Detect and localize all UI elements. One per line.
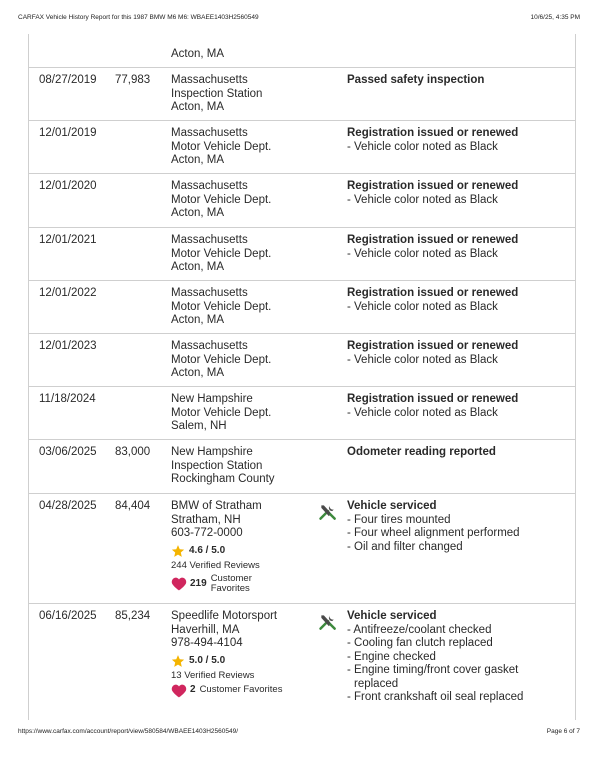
odometer-cell: 84,404 — [115, 500, 151, 512]
comment-title: Registration issued or renewed — [347, 340, 519, 352]
source-line: Acton, MA — [171, 154, 225, 166]
rating-value: 4.6 / 5.0 — [189, 544, 226, 556]
comment-line: - Four tires mounted — [347, 513, 451, 526]
source-line: Motor Vehicle Dept. — [171, 353, 272, 366]
source-line: Massachusetts — [171, 127, 248, 139]
star-icon — [171, 544, 185, 558]
source-line: Massachusetts — [171, 74, 248, 86]
date-cell: 12/01/2019 — [39, 127, 97, 139]
source-cell — [171, 446, 341, 487]
odometer-cell: 83,000 — [115, 446, 151, 458]
source-cell — [171, 48, 341, 62]
source-line: Massachusetts — [171, 180, 248, 192]
source-line: Massachusetts — [171, 234, 248, 246]
source-line: Acton, MA — [171, 314, 225, 326]
source-cell — [171, 393, 341, 434]
comment-line: - Vehicle color noted as Black — [347, 406, 498, 419]
comment-line: replaced — [354, 677, 399, 690]
table-row — [29, 281, 575, 334]
wrench-screwdriver-icon — [318, 612, 338, 632]
report-title: CARFAX Vehicle History Report for this 1987 BMW M6 M6: WBAEE1403H2560549 — [18, 14, 259, 21]
date-cell: 08/27/2019 — [39, 74, 97, 86]
verified-reviews-link[interactable]: 13 Verified Reviews — [171, 669, 255, 681]
date-cell: 06/16/2025 — [39, 610, 97, 622]
source-line: Massachusetts — [171, 287, 248, 299]
source-line: Acton, MA — [171, 48, 225, 60]
source-cell — [171, 340, 341, 381]
date-cell: 03/06/2025 — [39, 446, 97, 458]
star-icon — [171, 654, 185, 668]
dealer-rating — [171, 544, 341, 558]
odometer-cell: 77,983 — [115, 74, 151, 86]
source-cell — [171, 180, 341, 221]
table-row — [29, 68, 575, 121]
favorites-label: Customer Favorites — [199, 684, 283, 696]
comment-line: - Engine timing/front cover gasket — [347, 664, 519, 676]
comment-line: - Vehicle color noted as Black — [347, 193, 498, 206]
history-table — [28, 34, 576, 720]
dealer-name[interactable]: BMW of Stratham — [171, 500, 262, 512]
date-cell: 12/01/2023 — [39, 340, 97, 352]
source-line: Motor Vehicle Dept. — [171, 300, 272, 313]
comment-title: Registration issued or renewed — [347, 234, 519, 246]
table-row — [29, 121, 575, 174]
comment-line: - Antifreeze/coolant checked — [347, 623, 492, 636]
comment-line: - Four wheel alignment performed — [347, 527, 520, 539]
comment-line: - Oil and filter changed — [347, 540, 463, 553]
favorites-label: Customer Favorites — [210, 572, 252, 594]
source-line: Motor Vehicle Dept. — [171, 193, 272, 206]
comments-cell — [347, 180, 567, 207]
comments-cell — [347, 127, 567, 154]
customer-favorites — [171, 574, 341, 595]
source-cell — [171, 287, 341, 328]
source-line: Rockingham County — [171, 473, 275, 485]
table-row — [29, 34, 575, 68]
comment-title: Vehicle serviced — [347, 500, 437, 512]
comment-title: Vehicle serviced — [347, 610, 437, 622]
verified-reviews-link[interactable]: 244 Verified Reviews — [171, 559, 260, 571]
source-cell — [171, 127, 341, 168]
dealer-rating — [171, 654, 341, 668]
comment-line: - Vehicle color noted as Black — [347, 353, 498, 366]
comment-title: Registration issued or renewed — [347, 180, 519, 192]
table-row — [29, 387, 575, 440]
table-row — [29, 228, 575, 281]
source-line: Acton, MA — [171, 367, 225, 379]
comments-cell — [347, 500, 567, 554]
comment-line: - Vehicle color noted as Black — [347, 140, 498, 153]
customer-favorites — [171, 684, 341, 698]
comments-cell — [347, 610, 567, 705]
rating-value: 5.0 / 5.0 — [189, 654, 226, 666]
comments-cell — [347, 393, 567, 420]
source-line: Inspection Station — [171, 459, 263, 472]
source-cell — [171, 234, 341, 275]
comment-line: - Engine checked — [347, 650, 436, 663]
table-row — [29, 494, 575, 604]
source-line: Massachusetts — [171, 340, 248, 352]
source-line: Haverhill, MA — [171, 623, 240, 636]
source-line: New Hampshire — [171, 446, 253, 458]
date-cell: 12/01/2020 — [39, 180, 97, 192]
source-cell — [171, 500, 341, 595]
source-line: Salem, NH — [171, 420, 227, 432]
comment-line: - Vehicle color noted as Black — [347, 247, 498, 260]
table-row — [29, 174, 575, 228]
comment-line: - Front crankshaft oil seal replaced — [347, 691, 524, 703]
table-row — [29, 604, 575, 720]
source-line: Motor Vehicle Dept. — [171, 406, 272, 419]
table-row — [29, 440, 575, 494]
source-line: New Hampshire — [171, 393, 253, 405]
source-line: Acton, MA — [171, 261, 225, 273]
source-cell — [171, 74, 341, 115]
comments-cell — [347, 446, 567, 460]
date-cell: 11/18/2024 — [39, 393, 96, 405]
comment-line: - Vehicle color noted as Black — [347, 300, 498, 313]
print-datetime: 10/6/25, 4:35 PM — [530, 14, 580, 21]
source-line: Acton, MA — [171, 207, 225, 219]
dealer-phone[interactable]: 978-494-4104 — [171, 637, 243, 649]
comment-title: Registration issued or renewed — [347, 393, 519, 405]
source-line: Motor Vehicle Dept. — [171, 247, 272, 260]
comment-title: Registration issued or renewed — [347, 287, 519, 299]
heart-icon — [171, 577, 187, 591]
wrench-screwdriver-icon — [318, 502, 338, 522]
date-cell: 12/01/2022 — [39, 287, 97, 299]
comments-cell — [347, 74, 567, 88]
page-number: Page 6 of 7 — [546, 728, 580, 735]
comment-line: - Cooling fan clutch replaced — [347, 637, 493, 649]
date-cell: 12/01/2021 — [39, 234, 97, 246]
source-line: Acton, MA — [171, 101, 225, 113]
comment-title: Registration issued or renewed — [347, 127, 519, 139]
comments-cell — [347, 234, 567, 261]
dealer-phone[interactable]: 603-772-0000 — [171, 527, 243, 539]
table-row — [29, 334, 575, 387]
favorites-count: 219 — [190, 577, 207, 589]
comment-title: Passed safety inspection — [347, 74, 485, 86]
dealer-name[interactable]: Speedlife Motorsport — [171, 610, 278, 622]
source-line: Stratham, NH — [171, 513, 241, 526]
source-line: Motor Vehicle Dept. — [171, 140, 272, 153]
source-cell — [171, 610, 341, 698]
date-cell: 04/28/2025 — [39, 500, 97, 512]
comment-title: Odometer reading reported — [347, 446, 496, 458]
comments-cell — [347, 340, 567, 367]
source-line: Inspection Station — [171, 87, 263, 100]
heart-icon — [171, 684, 187, 698]
comments-cell — [347, 287, 567, 314]
odometer-cell: 85,234 — [115, 610, 151, 622]
page-url[interactable]: https://www.carfax.com/account/report/view/580584/WBAEE1403H2560549/ — [18, 728, 239, 735]
favorites-count: 2 — [190, 684, 196, 696]
